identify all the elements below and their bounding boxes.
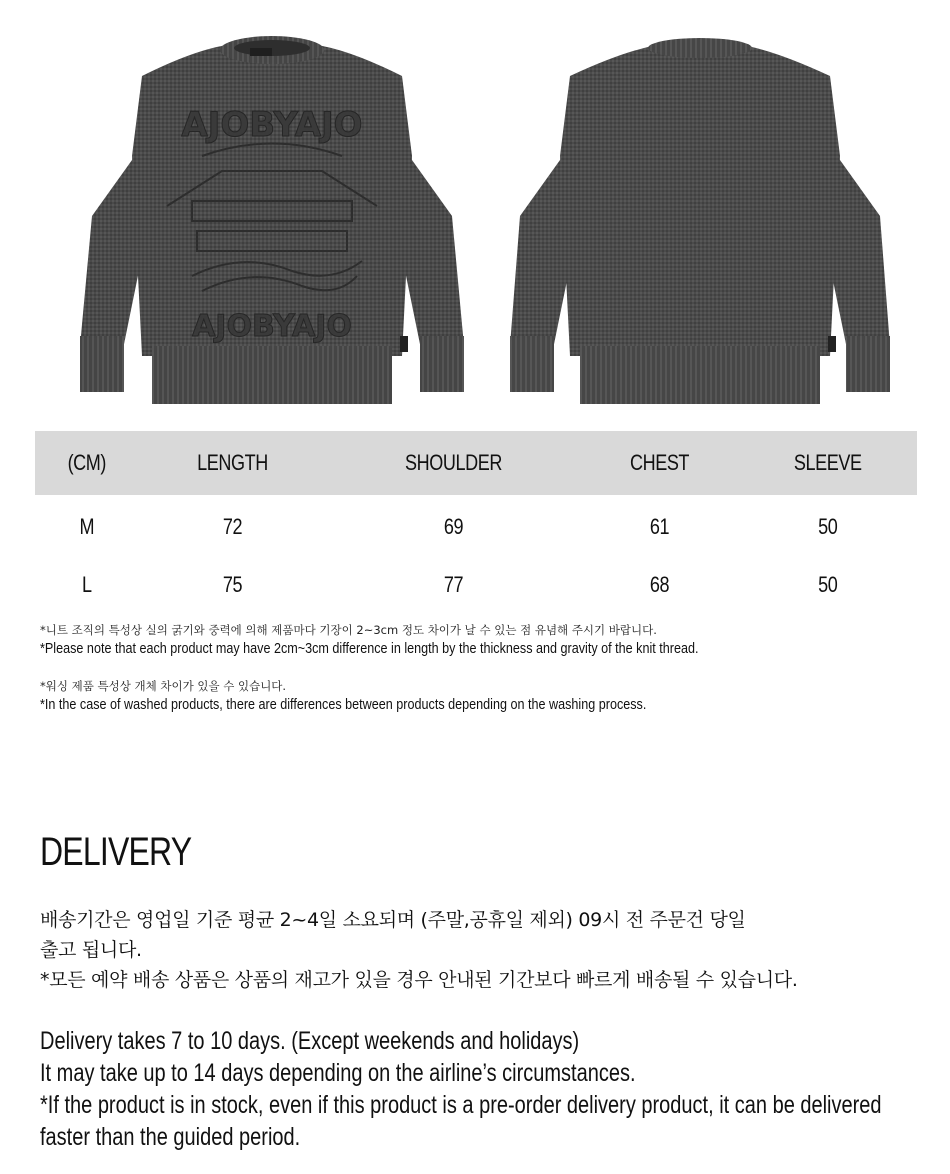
length-value: 72 — [222, 513, 242, 539]
table-row — [35, 555, 917, 615]
note-wash-en: *In the case of washed products, there are differences between products depending on the washing process. — [40, 696, 647, 713]
length-value: 75 — [222, 572, 242, 597]
header-shoulder: SHOULDER — [404, 450, 502, 475]
size-table — [35, 431, 917, 615]
size-notes — [40, 622, 920, 716]
sleeve-value: 50 — [817, 572, 837, 597]
delivery-en-line: *If the product is in stock, even if this product is a pre-order delivery product, it can be delivered — [40, 1091, 882, 1119]
delivery-section — [40, 830, 920, 1153]
header-length: LENGTH — [196, 450, 268, 475]
size-label: M — [79, 513, 95, 539]
graphic-text-bottom: AJOBYAJO — [192, 309, 352, 344]
note-knit-en: *Please note that each product may have 2cm~3cm difference in length by the thickness and gravity of the knit thread. — [40, 640, 699, 657]
size-label: L — [81, 572, 92, 597]
delivery-en-line: Delivery takes 7 to 10 days. (Except weekends and holidays) — [40, 1027, 580, 1055]
table-row — [35, 495, 917, 555]
size-table-header-row — [35, 431, 917, 495]
note-wash-ko: *워싱 제품 특성상 개체 차이가 있을 수 있습니다. — [40, 679, 287, 693]
sleeve-value: 50 — [817, 513, 837, 539]
shoulder-value: 77 — [443, 572, 463, 597]
product-photos — [0, 0, 950, 420]
header-chest: CHEST — [629, 450, 689, 475]
header-cm: (CM) — [67, 450, 107, 475]
graphic-text-top: AJOBYAJO — [181, 105, 363, 145]
delivery-en-block — [40, 1025, 920, 1153]
note-knit-ko: *니트 조직의 특성상 실의 굵기와 중력에 의해 제품마다 기장이 2~3cm 정도 차이가 날 수 있는 점 유념해 주시기 바랍니다. — [40, 623, 657, 637]
delivery-ko-line: *모든 예약 배송 상품은 상품의 재고가 있을 경우 안내된 기간보다 빠르게 배송될 수 있습니다. — [40, 969, 798, 991]
sweater-back-image — [500, 36, 900, 408]
chest-value: 61 — [649, 513, 669, 539]
delivery-title: DELIVERY — [40, 830, 192, 874]
shoulder-value: 69 — [443, 513, 463, 539]
delivery-ko-line: 배송기간은 영업일 기준 평균 2~4일 소요되며 (주말,공휴일 제외) 09시 전 주문건 당일 — [40, 909, 746, 931]
header-sleeve: SLEEVE — [793, 450, 862, 475]
delivery-en-line: It may take up to 14 days depending on the airline’s circumstances. — [40, 1059, 636, 1087]
delivery-ko-line: 출고 됩니다. — [40, 939, 142, 961]
delivery-en-line: faster than the guided period. — [40, 1123, 301, 1151]
sweater-front-image — [72, 36, 472, 408]
chest-value: 68 — [649, 572, 669, 597]
